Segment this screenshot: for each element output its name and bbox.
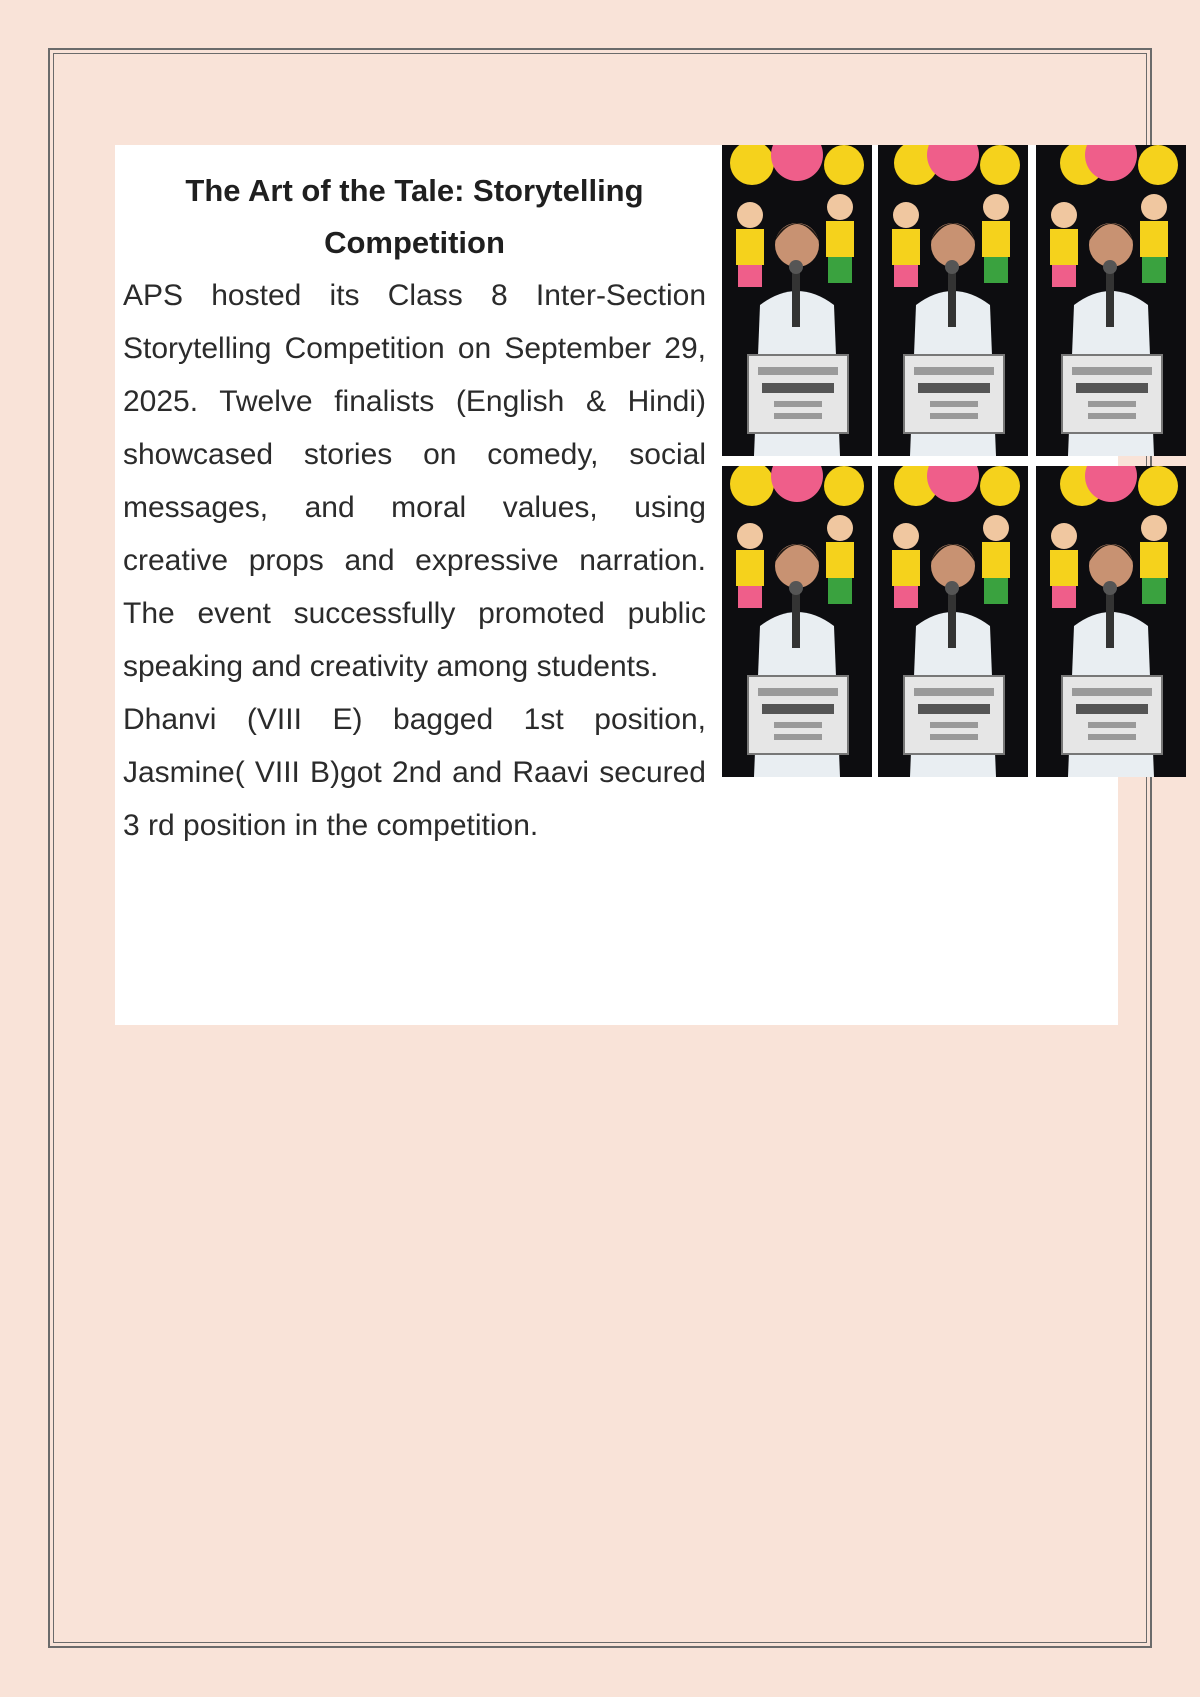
contestant-photo [878, 145, 1028, 456]
contestant-photo [1036, 145, 1186, 456]
contestant-photo [878, 466, 1028, 777]
photo-illustration [878, 145, 1028, 456]
photo-illustration [722, 145, 872, 456]
photo-grid [605, 145, 1075, 780]
article-paragraph-1: APS hosted its Class 8 Inter-Section Storytelling Competition on September 29, 2025. Twelve finalists (English & Hindi) showcased stories on comedy, social messages, and moral values, using creative props and expressive narration. The event successfully promoted public speaking and creativity among students. [123, 279, 706, 683]
photo-illustration [722, 466, 872, 777]
contestant-photo [722, 466, 872, 777]
photo-illustration [1036, 145, 1186, 456]
content-card [115, 145, 1118, 1025]
photo-illustration [1036, 466, 1186, 777]
article-paragraph-2: Dhanvi (VIII E) bagged 1st position, Jasmine( VIII B)got 2nd and Raavi secured 3 rd position in the competition. [123, 703, 706, 842]
photo-illustration [878, 466, 1028, 777]
contestant-photo [722, 145, 872, 456]
article-title: The Art of the Tale: Storytelling Competition [185, 173, 644, 260]
contestant-photo [1036, 466, 1186, 777]
